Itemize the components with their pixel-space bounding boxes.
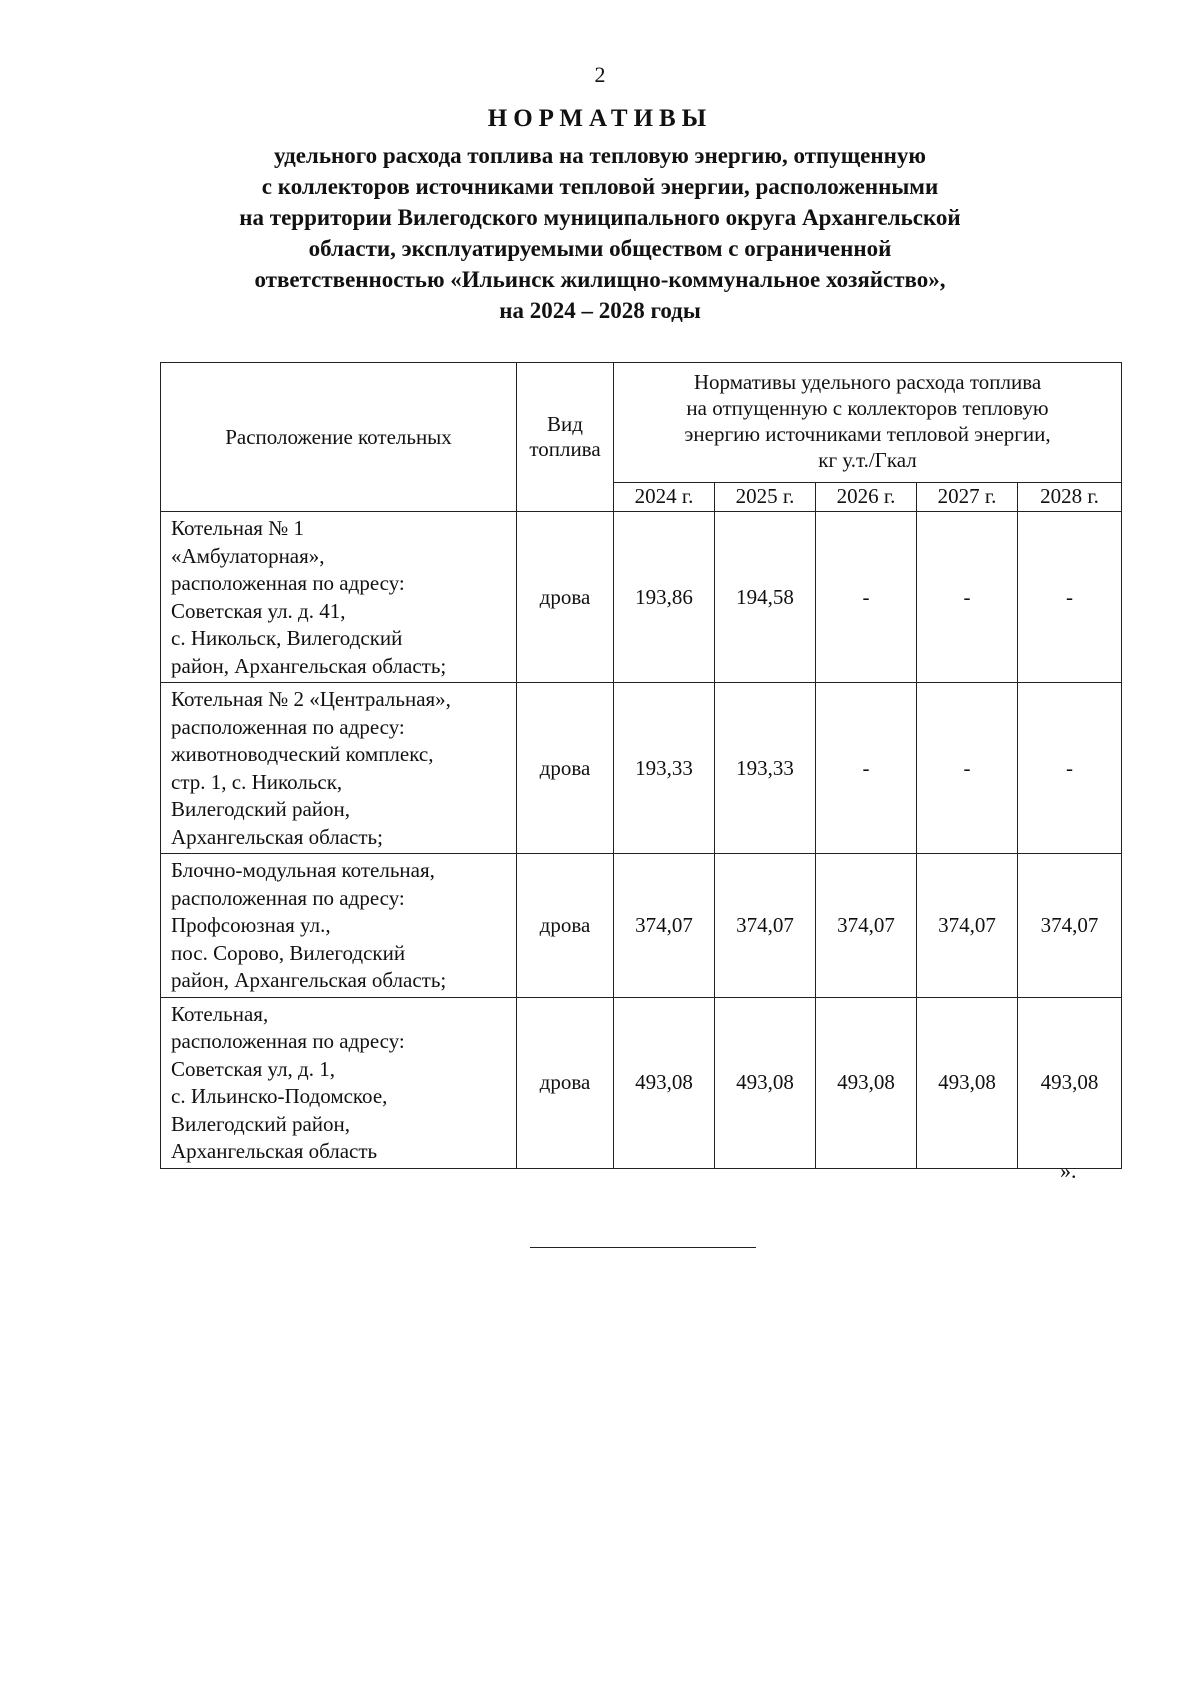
location-line: с. Ильинско-Подомское, [171, 1084, 388, 1108]
location-line: Архангельская область [171, 1139, 378, 1163]
header-norms-line: кг у.т./Гкал [818, 448, 917, 472]
norm-value-cell: - [917, 512, 1018, 683]
fuel-type-cell: дрова [517, 854, 614, 998]
header-fuel-line: Вид [547, 412, 583, 436]
boiler-location [161, 997, 517, 1168]
location-line: Котельная, [171, 1001, 269, 1026]
norm-value-cell: 374,07 [715, 854, 816, 998]
location-line: расположенная по адресу: [171, 885, 405, 910]
subtitle-line: удельного расхода топлива на тепловую энергию, отпущенную [274, 143, 926, 168]
header-year: 2024 г. [614, 482, 715, 511]
table-row [161, 854, 1122, 998]
location-line: расположенная по адресу: [171, 714, 405, 739]
header-year: 2028 г. [1018, 482, 1122, 511]
location-line: район, Архангельская область; [171, 968, 447, 992]
norm-value-cell: 194,58 [715, 512, 816, 683]
subtitle-line: ответственностью «Ильинск жилищно-коммунальное хозяйство», [254, 267, 946, 292]
header-norms-line: на отпущенную с коллекторов тепловую [686, 396, 1049, 420]
norm-value-cell: - [816, 683, 917, 854]
norm-value-cell: - [1018, 683, 1122, 854]
location-line: Профсоюзная ул., [171, 913, 331, 937]
table-row [161, 997, 1122, 1168]
header-year: 2026 г. [816, 482, 917, 511]
boiler-location [161, 512, 517, 683]
header-norms [614, 363, 1122, 483]
header-year: 2025 г. [715, 482, 816, 511]
norm-value-cell: 193,33 [715, 683, 816, 854]
boiler-location [161, 683, 517, 854]
norm-value-cell: 493,08 [614, 997, 715, 1168]
table-row [161, 512, 1122, 683]
norm-value-cell: 193,86 [614, 512, 715, 683]
closing-quote-mark: ». [1060, 1158, 1077, 1183]
boiler-location [161, 854, 517, 998]
norm-value-cell: - [1018, 512, 1122, 683]
fuel-type-cell: дрова [517, 512, 614, 683]
norm-value-cell: - [917, 683, 1018, 854]
location-line: Котельная № 2 «Центральная», [171, 687, 451, 711]
norm-value-cell: 493,08 [1018, 997, 1122, 1168]
location-line: «Амбулаторная», [171, 543, 325, 568]
norm-value-cell: 493,08 [715, 997, 816, 1168]
location-line: стр. 1, с. Никольск, [171, 769, 343, 794]
location-line: с. Никольск, Вилегодский [171, 626, 403, 650]
location-line: Блочно-модульная котельная, [171, 858, 435, 882]
subtitle-line: на 2024 – 2028 годы [499, 298, 701, 323]
norm-value-cell: 493,08 [816, 997, 917, 1168]
location-line: Котельная № 1 [171, 516, 304, 540]
page-number: 2 [594, 62, 606, 87]
subtitle-line: на территории Вилегодского муниципального округа Архангельской [239, 205, 961, 230]
location-line: Вилегодский район, [171, 797, 351, 821]
document-title: НОРМАТИВЫ [487, 105, 713, 132]
location-line: Советская ул. д. 41, [171, 598, 346, 623]
location-line: животноводческий комплекс, [171, 742, 434, 766]
header-fuel-type [517, 363, 614, 512]
header-location: Расположение котельных [161, 363, 517, 512]
location-line: Советская ул, д. 1, [171, 1056, 335, 1081]
norms-table [160, 362, 1122, 1169]
norm-value-cell: 374,07 [1018, 854, 1122, 998]
location-line: Вилегодский район, [171, 1111, 351, 1136]
document-subtitle [150, 140, 1050, 326]
end-divider-line [530, 1247, 756, 1248]
norm-value-cell: 374,07 [816, 854, 917, 998]
norm-value-cell: 374,07 [917, 854, 1018, 998]
location-line: пос. Сорово, Вилегодский [171, 940, 406, 965]
location-line: Архангельская область; [171, 824, 383, 849]
location-line: расположенная по адресу: [171, 571, 405, 595]
subtitle-line: области, эксплуатируемыми обществом с ограниченной [308, 236, 892, 261]
table-row [161, 683, 1122, 854]
fuel-type-cell: дрова [517, 997, 614, 1168]
norm-value-cell: 493,08 [917, 997, 1018, 1168]
location-line: район, Архангельская область; [171, 653, 447, 678]
norm-value-cell: 193,33 [614, 683, 715, 854]
fuel-type-cell: дрова [517, 683, 614, 854]
norm-value-cell: 374,07 [614, 854, 715, 998]
header-fuel-line: топлива [529, 437, 601, 461]
norm-value-cell: - [816, 512, 917, 683]
location-line: расположенная по адресу: [171, 1029, 405, 1053]
table-header-row [161, 363, 1122, 483]
header-norms-line: Нормативы удельного расхода топлива [693, 370, 1042, 394]
header-norms-line: энергию источниками тепловой энергии, [684, 422, 1051, 446]
subtitle-line: с коллекторов источниками тепловой энергии, расположенными [261, 174, 939, 199]
header-year: 2027 г. [917, 482, 1018, 511]
